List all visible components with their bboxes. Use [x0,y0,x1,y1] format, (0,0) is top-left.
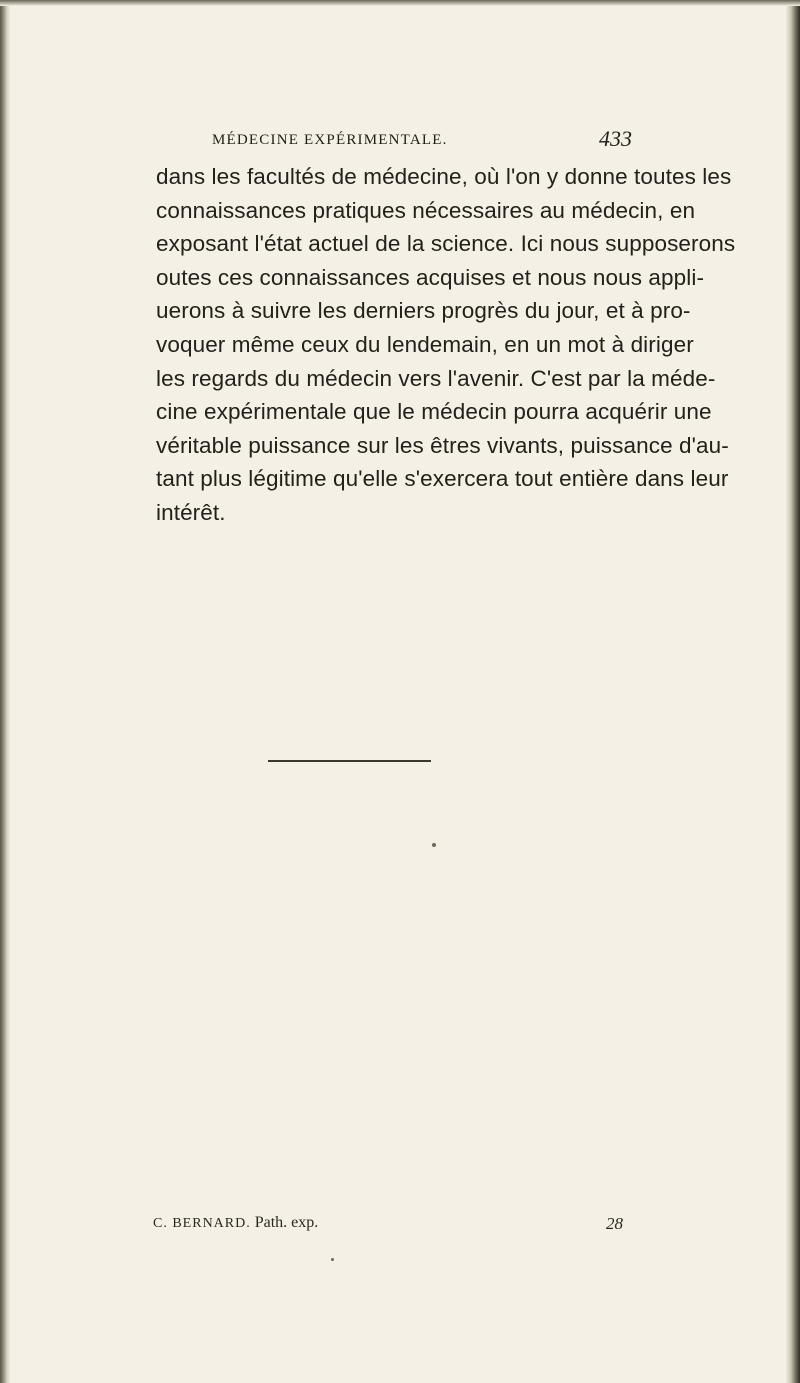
top-edge-shadow [0,0,800,6]
body-paragraph [156,160,736,530]
text-line: outes ces connaissances acquises et nous nous appli- [156,264,705,290]
signature-title: Path. exp. [254,1214,319,1231]
text-line: tant plus légitime qu'elle s'exercera tout entière dans leur [156,466,729,492]
section-end-rule [268,760,431,762]
printer-signature [153,1214,623,1242]
text-line: véritable puissance sur les êtres vivants, puissance d'au- [156,432,729,458]
text-line: intérêt. [156,499,226,525]
signature-author: C. BERNARD. [153,1216,251,1231]
text-line: voquer même ceux du lendemain, en un mot à diriger [156,331,694,357]
ink-speck [432,843,436,847]
text-line: connaissances pratiques nécessaires au médecin, en [156,197,696,223]
signature-text [153,1214,318,1232]
text-line: exposant l'état actuel de la science. Ici nous supposerons [156,231,736,257]
signature-mark: 28 [606,1214,623,1233]
text-line: les regards du médecin vers l'avenir. C'est par la méde- [156,365,716,391]
text-line: cine expérimentale que le médecin pourra acquérir une [156,399,712,425]
running-head [212,126,632,156]
running-head-title: MÉDECINE EXPÉRIMENTALE. [212,132,448,148]
ink-speck [331,1258,334,1261]
binding-edge [0,0,10,1383]
scan-edge-shadow [786,0,800,1383]
text-line: dans les facultés de médecine, où l'on y donne toutes les [156,164,732,189]
text-line: uerons à suivre les derniers progrès du jour, et à pro- [156,298,691,324]
page-number: 433 [599,126,632,151]
